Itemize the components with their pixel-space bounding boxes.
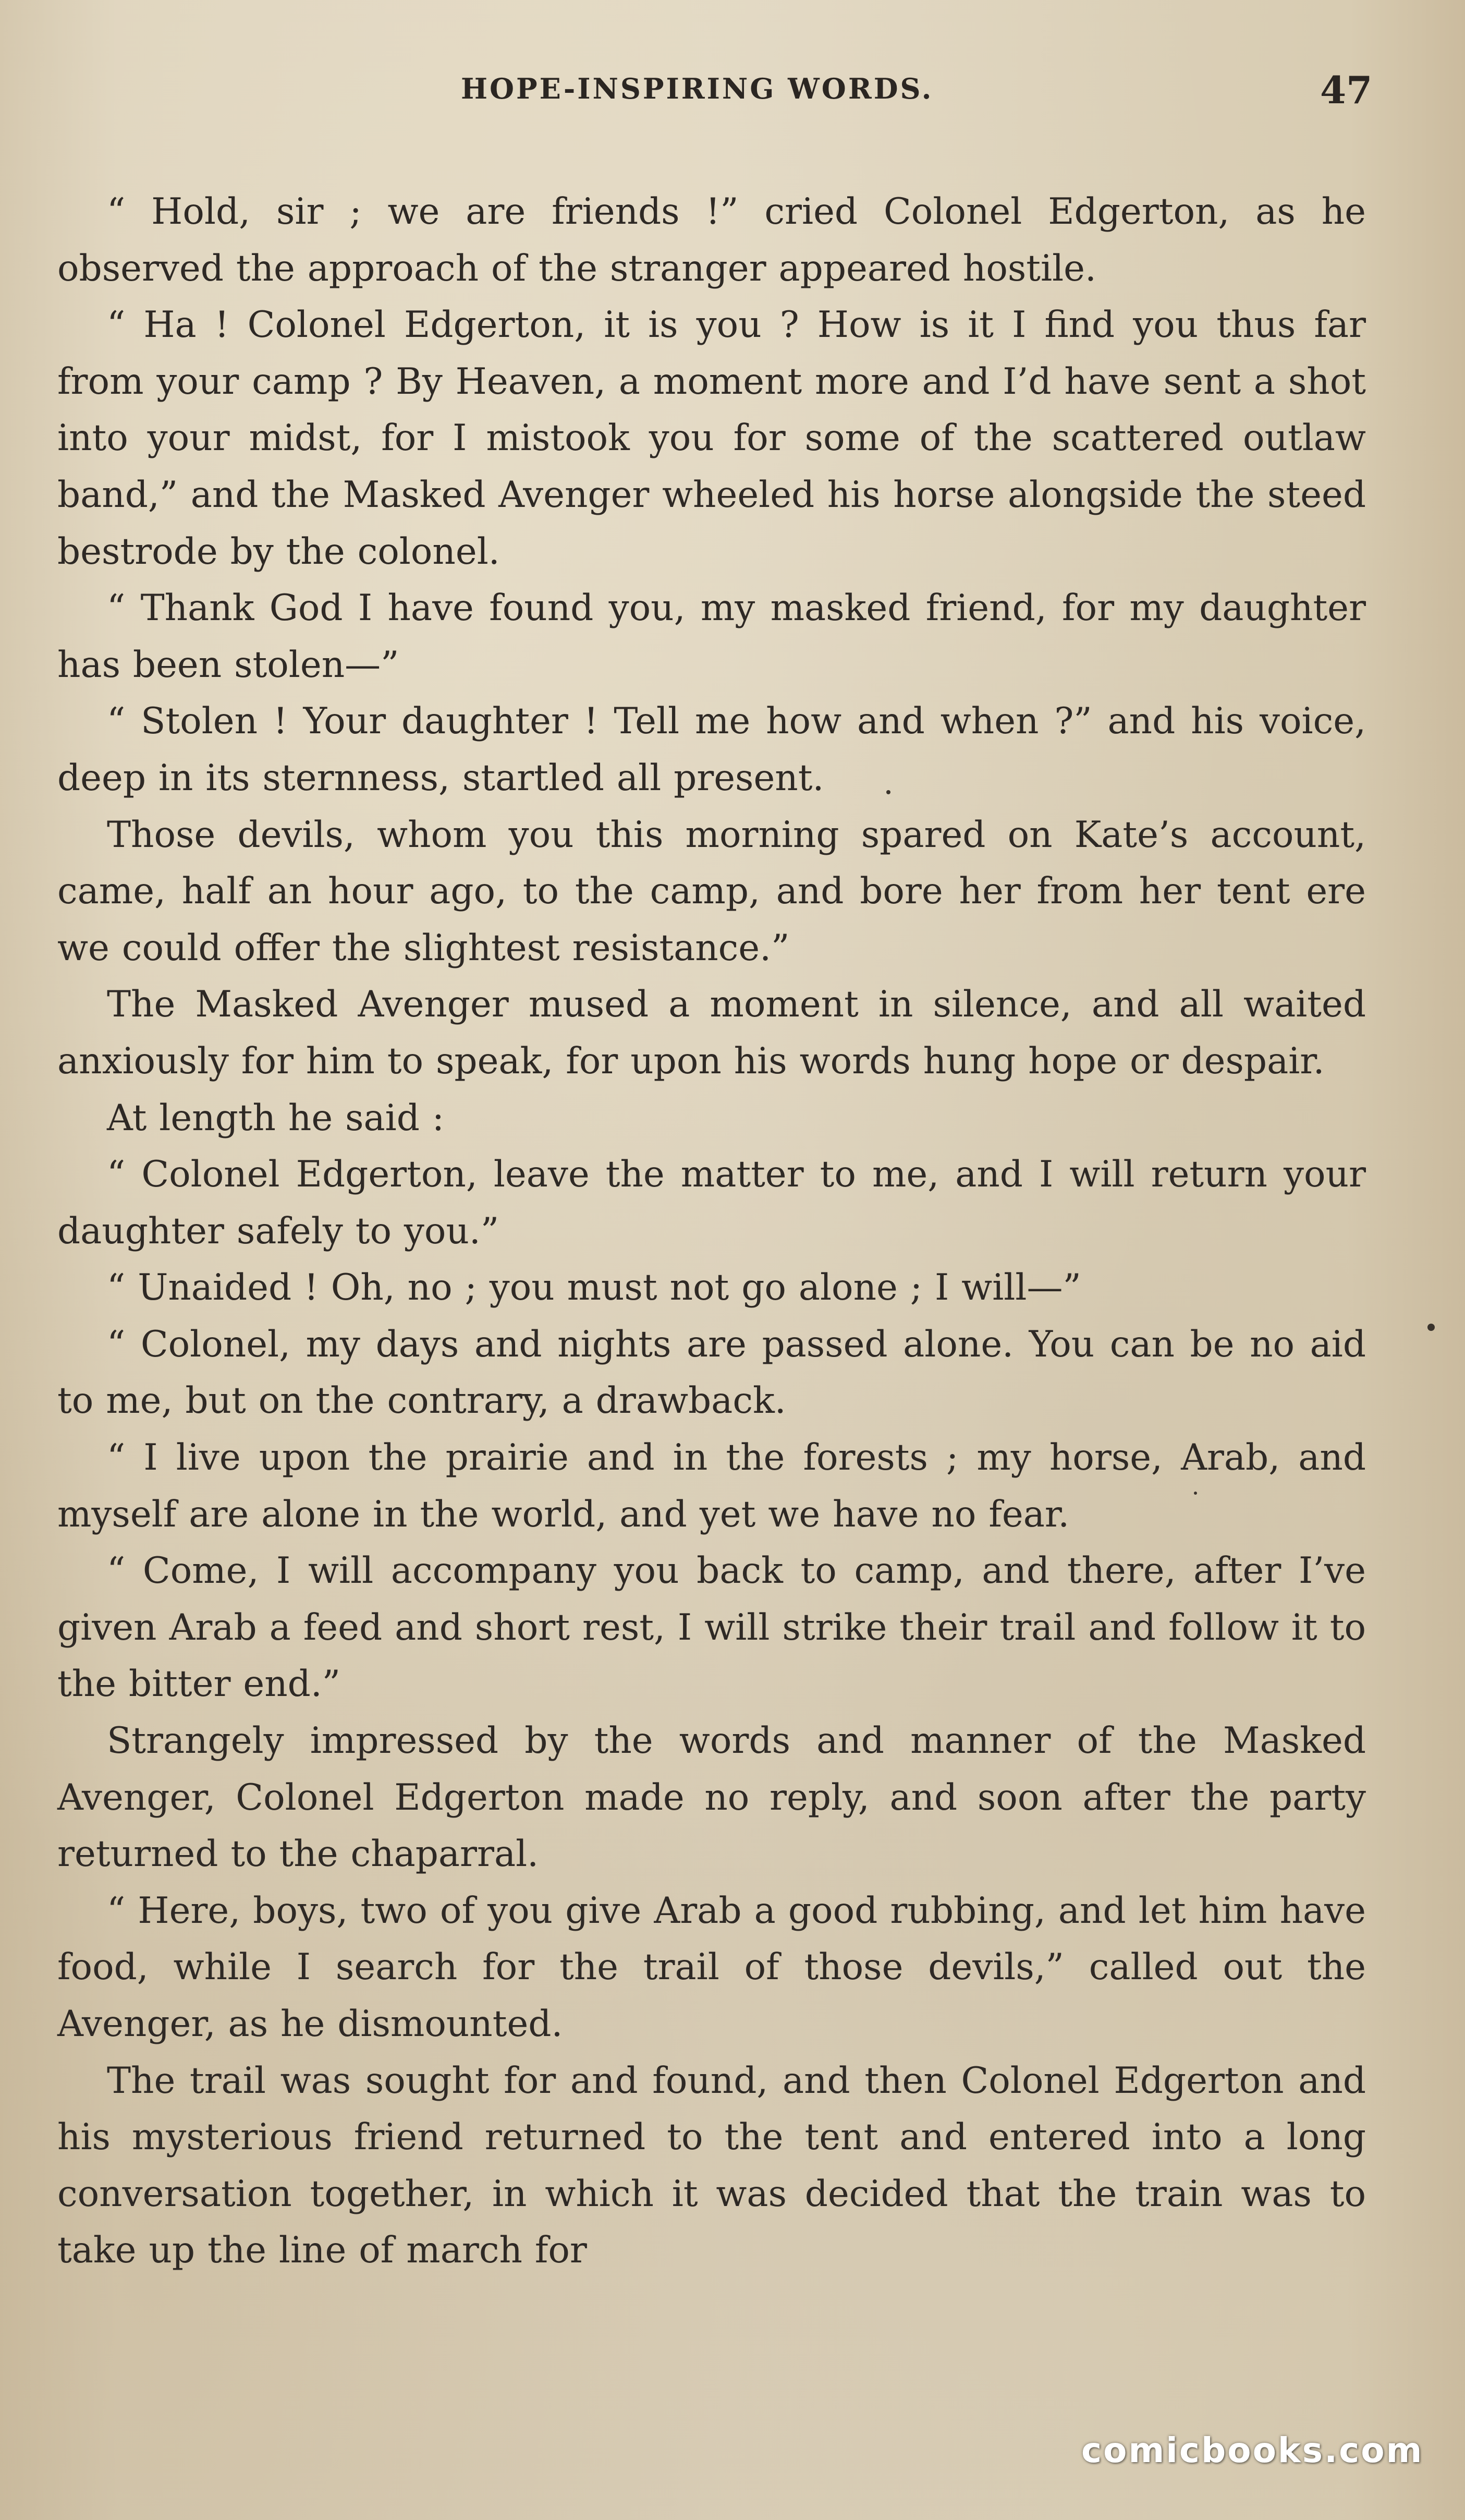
paragraph: “ Thank God I have found you, my masked friend, for my daughter has been stolen—” — [57, 587, 1366, 686]
paragraph: At length he said : — [107, 1097, 445, 1139]
paragraph: The Masked Avenger mused a moment in silence, and all waited anxiously for him to speak, for upon his words hung hope or despair. — [57, 984, 1366, 1082]
paragraph: Those devils, whom you this morning spared on Kate’s account, came, half an hour ago, to the camp, and bore her from her tent ere we could offer the slightest resistance.” — [57, 814, 1366, 969]
paragraph: “ Colonel Edgerton, leave the matter to me, and I will return your daughter safely to you.” — [57, 1154, 1366, 1252]
running-title: HOPE-INSPIRING WORDS. — [461, 72, 934, 105]
paragraph: “ I live upon the prairie and in the forests ; my horse, Arab, and myself are alone in the world, and yet we have no fear. — [57, 1437, 1366, 1535]
paragraph: “ Ha ! Colonel Edgerton, it is you ? How is it I find you thus far from your camp ? By Heaven, a moment more and I’d have sent a shot into your midst, for I mistook you for some of the scattered outlaw band,” and the Masked Avenger wheeled his horse alongside the steed bestrode by the colonel. — [57, 304, 1366, 573]
body-text — [57, 184, 1366, 2279]
paragraph: The trail was sought for and found, and then Colonel Edgerton and his mysterious friend returned to the tent and entered into a long conversation together, in which it was decided that the train was to take up the line of march for — [57, 2059, 1366, 2272]
paragraph: “ Colonel, my days and nights are passed alone. You can be no aid to me, but on the contrary, a drawback. — [57, 1323, 1366, 1422]
paragraph: “ Hold, sir ; we are friends !” cried Colonel Edgerton, as he observed the approach of the stranger appeared hostile. — [57, 191, 1366, 289]
paragraph: “ Come, I will accompany you back to camp, and there, after I’ve given Arab a feed and short rest, I will strike their trail and follow it to the bitter end.” — [57, 1550, 1366, 1705]
watermark: comicbooks.com — [1081, 2430, 1424, 2470]
paragraph: “ Unaided ! Oh, no ; you must not go alone ; I will—” — [107, 1267, 1081, 1309]
paragraph: “ Stolen ! Your daughter ! Tell me how and when ?” and his voice, deep in its sternness, startled all present. — [57, 700, 1366, 799]
ink-speck — [886, 790, 890, 794]
paragraph: Strangely impressed by the words and manner of the Masked Avenger, Colonel Edgerton made no reply, and soon after the party returned to the chaparral. — [57, 1720, 1366, 1875]
ink-speck — [1194, 1492, 1197, 1495]
ink-speck — [1427, 1324, 1435, 1331]
page-number: 47 — [1320, 68, 1373, 112]
paragraph: “ Here, boys, two of you give Arab a good rubbing, and let him have food, while I search for the trail of those devils,” called out the Avenger, as he dismounted. — [57, 1889, 1366, 2045]
